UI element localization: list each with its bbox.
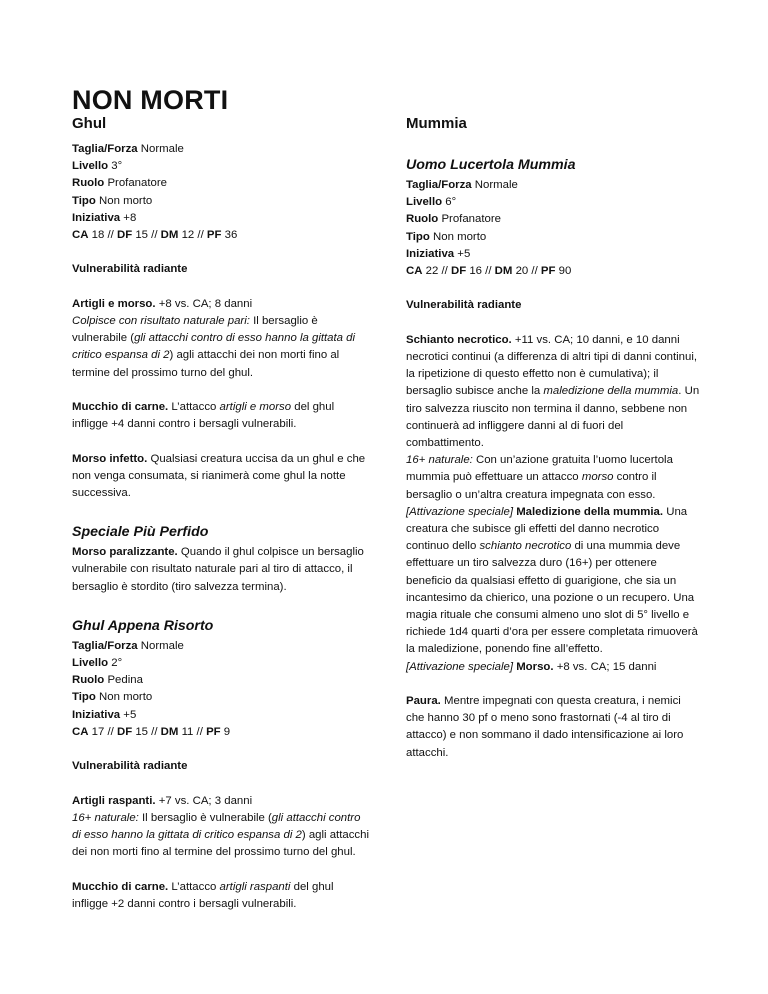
ghul-risorto-initiative: Iniziativa +5 [72,708,137,721]
mummia-attack: Schianto necrotico. +11 vs. CA; 10 danni, e 10 danni necrotici continui (a differenza di altri tipi di danni continui, la ripetizione di questo effetto non è cumulativa); il bersaglio subisce anche la maledizione della mummia. Un tiro salvezza riuscito non termina il danno, sebbene non continuerà ad infliggere danni al di fuori del combattimento. 16+ naturale: Con un’azione gratuita l’uomo lucertola mummia può effettuare un attacco morso contro il bersaglio o un’altra creatura impegnata con esso. [Attivazione speciale] Maledizione della mummia. Una creatura che subisce gli effetti del danno necrotico continuo dello schianto necrotico di una mummia deve effettuare un tiro salvezza duro (16+) per ottenere beneficio da qualsiasi effetto di guarigione, che sia un incantesimo da chierico, una pozione o un recupero. Una magia rituale che consumi almeno uno slot di 5° livello e richiede 1d4 quarti d’ora per essere completata rimuoverà la maledizione, ponendo fine all’effetto. [Attivazione speciale] Morso. +8 vs. CA; 15 danni [406,333,700,673]
ghul-role: Ruolo Profanatore [72,177,167,190]
ghul-trait-flesh: Mucchio di carne. L’attacco artigli e morso del ghul infligge +4 danni contro i bersagli vulnerabili. [72,401,335,431]
ghul-risorto-level: Livello 2° [72,657,123,670]
ghul-heading: Ghul [72,115,107,132]
ghul-trait-infected-bite: Morso infetto. Qualsiasi creatura uccisa da un ghul e che non venga consumata, si rianimerà come ghul la notte successiva. [72,452,366,499]
ghul-stat-block [72,141,372,244]
mummia-fear: Paura. Mentre impegnati con questa creatura, i nemici che hanno 30 pf o meno sono frastornati (-4 al tiro di attacco) e non sommano il dado intensificazione ai loro attacchi. [406,695,684,759]
mummia-vulnerability: Vulnerabilità radiante [406,299,522,312]
mummia-level: Livello 6° [406,196,457,209]
ghul-defenses: CA 18 // DF 15 // DM 12 // PF 36 [72,229,238,242]
ghul-attack: Artigli e morso. +8 vs. CA; 8 danni Colpisce con risultato naturale pari: Il bersaglio è vulnerabile (gli attacchi contro di esso hanno la gittata di critico espansa di 2) agli attacchi dei non morti fino al termine del prossimo turno del ghul. [72,297,356,379]
ghul-risorto-attack: Artigli raspanti. +7 vs. CA; 3 danni 16+ naturale: Il bersaglio è vulnerabile (gli attacchi contro di esso hanno la gittata di critico espansa di 2) agli attacchi dei non morti fino al termine del prossimo turno del ghul. [72,794,369,859]
ghul-risorto-stat-block [72,638,372,741]
ghul-risorto-heading: Ghul Appena Risorto [72,617,214,634]
ghul-special: Morso paralizzante. Quando il ghul colpisce un bersaglio vulnerabile con risultato naturale pari al tiro di attacco, il bersaglio è stordito (tiro salvezza termina). [72,546,364,593]
ghul-risorto-defenses: CA 17 // DF 15 // DM 11 // PF 9 [72,725,231,738]
ghul-level: Livello 3° [72,160,123,173]
mummia-size: Taglia/Forza Normale [406,179,518,191]
ghul-initiative: Iniziativa +8 [72,211,137,224]
ghul-risorto-type: Tipo Non morto [72,691,153,704]
mummia-type: Tipo Non morto [406,230,487,243]
ghul-risorto-trait: Mucchio di carne. L’attacco artigli raspanti del ghul infligge +2 danni contro i bersagli vulnerabili. [72,880,334,910]
ghul-risorto-vulnerability: Vulnerabilità radiante [72,760,188,773]
mummia-defenses: CA 22 // DF 16 // DM 20 // PF 90 [406,265,572,278]
right-column [406,113,700,762]
mummia-initiative: Iniziativa +5 [406,247,471,260]
left-column [72,113,372,913]
mummia-stat-block [406,177,700,280]
special-heading: Speciale Più Perfido [72,524,209,541]
mummia-creature-heading: Uomo Lucertola Mummia [406,157,576,173]
ghul-risorto-size: Taglia/Forza Normale [72,639,184,652]
ghul-type: Tipo Non morto [72,194,153,207]
mummia-role: Ruolo Profanatore [406,213,501,226]
ghul-size: Taglia/Forza Normale [72,143,184,155]
mummia-heading: Mummia [406,115,467,132]
ghul-risorto-role: Ruolo Pedina [72,674,143,687]
page-title: NON MORTI [72,85,229,115]
ghul-vulnerability: Vulnerabilità radiante [72,263,188,276]
